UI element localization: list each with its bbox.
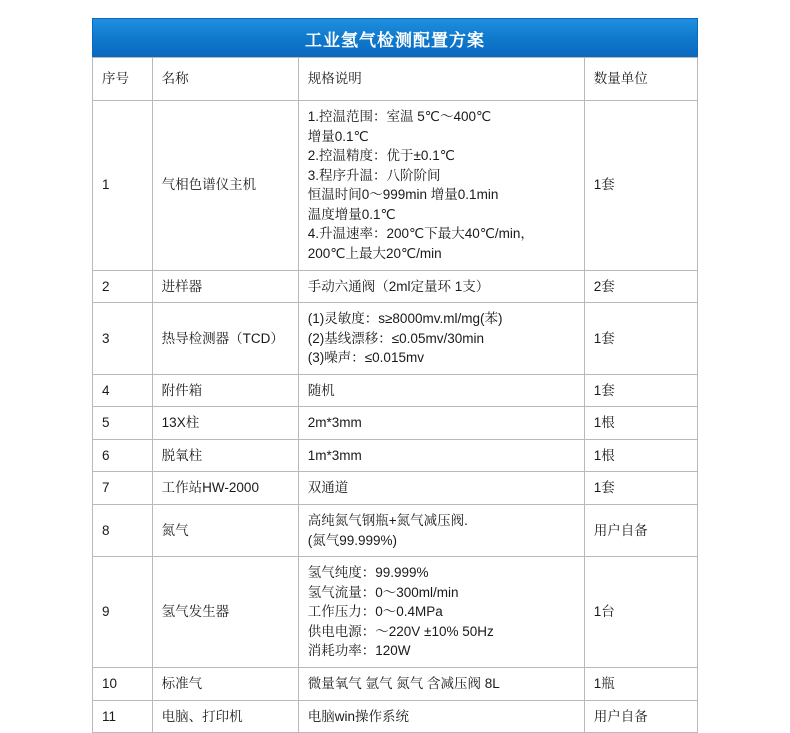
row-quantity-unit: 1根	[584, 439, 697, 472]
spec-line: 1.控温范围：室温 5℃～400℃	[307, 109, 492, 124]
row-quantity-unit: 1根	[584, 407, 697, 440]
spec-line: (2)基线漂移：≤0.05mv/30min	[307, 330, 484, 346]
row-quantity-unit: 1套	[584, 101, 697, 271]
spec-line: 2.控温精度：优于±0.1℃	[307, 148, 455, 164]
row-item-name: 标准气	[152, 667, 298, 700]
document-title-bar	[92, 18, 698, 57]
row-specification	[298, 505, 584, 557]
row-specification	[298, 303, 584, 375]
specification-table	[92, 57, 698, 733]
table-body	[93, 101, 698, 733]
table-row	[93, 700, 698, 733]
table-row	[93, 407, 698, 440]
spec-line: 增量0.1℃	[307, 128, 369, 144]
table-row	[93, 557, 698, 668]
spec-line: 3.程序升温：八阶阶间	[307, 167, 441, 183]
row-specification	[298, 407, 584, 440]
row-quantity-unit: 2套	[584, 270, 697, 303]
row-index: 7	[93, 472, 153, 505]
column-header-name: 名称	[152, 58, 298, 101]
table-row	[93, 270, 698, 303]
table-header-row	[93, 58, 698, 101]
row-quantity-unit: 1套	[584, 303, 697, 375]
spec-line: (1)灵敏度：s≥8000mv.ml/mg(苯)	[307, 311, 503, 327]
spec-line: 供电电源：～220V ±10% 50Hz	[307, 623, 494, 639]
row-index: 10	[93, 667, 153, 700]
spec-line: 电脑win操作系统	[307, 708, 410, 724]
row-quantity-unit: 1瓶	[584, 667, 697, 700]
row-quantity-unit: 1台	[584, 557, 697, 668]
spec-line: 双通道	[307, 480, 349, 496]
spec-line: 工作压力：0～0.4MPa	[307, 604, 443, 620]
row-item-name: 氢气发生器	[152, 557, 298, 668]
table-row	[93, 101, 698, 271]
row-item-name: 气相色谱仪主机	[152, 101, 298, 271]
column-header-qty: 数量单位	[584, 58, 697, 101]
spec-line: (3)噪声：≤0.015mv	[307, 350, 424, 366]
table-row	[93, 303, 698, 375]
spec-line: 2m*3mm	[307, 415, 362, 431]
table-row	[93, 505, 698, 557]
spec-line: 高纯氮气钢瓶+氮气减压阀.	[307, 513, 468, 528]
row-index: 2	[93, 270, 153, 303]
table-row	[93, 472, 698, 505]
row-index: 9	[93, 557, 153, 668]
table-row	[93, 374, 698, 407]
spec-line: 消耗功率：120W	[307, 643, 411, 659]
row-item-name: 附件箱	[152, 374, 298, 407]
row-specification	[298, 472, 584, 505]
row-item-name: 进样器	[152, 270, 298, 303]
row-specification	[298, 439, 584, 472]
spec-line: 氢气纯度：99.999%	[307, 565, 429, 581]
row-index: 8	[93, 505, 153, 557]
row-quantity-unit: 1套	[584, 374, 697, 407]
row-item-name: 13X柱	[152, 407, 298, 440]
spec-line: 1m*3mm	[307, 447, 362, 463]
row-specification	[298, 557, 584, 668]
spec-line: 微量氧气 氩气 氮气 含减压阀 8L	[307, 675, 500, 691]
row-index: 6	[93, 439, 153, 472]
row-item-name: 工作站HW-2000	[152, 472, 298, 505]
table-row	[93, 439, 698, 472]
spec-line: 恒温时间0～999min 增量0.1min	[307, 187, 499, 203]
row-item-name: 氮气	[152, 505, 298, 557]
column-header-index: 序号	[93, 58, 153, 101]
row-specification	[298, 700, 584, 733]
spec-line: 4.升温速率：200℃下最大40℃/min，	[307, 226, 534, 242]
spec-line: 随机	[307, 382, 335, 398]
row-quantity-unit: 用户自备	[584, 700, 697, 733]
row-item-name: 热导检测器（TCD）	[152, 303, 298, 375]
row-index: 4	[93, 374, 153, 407]
row-item-name: 脱氧柱	[152, 439, 298, 472]
spec-line: 温度增量0.1℃	[307, 206, 396, 222]
row-quantity-unit: 用户自备	[584, 505, 697, 557]
spec-line: 手动六通阀（2ml定量环 1支）	[307, 278, 490, 294]
row-specification	[298, 270, 584, 303]
row-index: 1	[93, 101, 153, 271]
row-item-name: 电脑、打印机	[152, 700, 298, 733]
row-specification	[298, 101, 584, 271]
table-row	[93, 667, 698, 700]
spec-line: 氢气流量：0～300ml/min	[307, 584, 459, 600]
row-quantity-unit: 1套	[584, 472, 697, 505]
column-header-spec: 规格说明	[298, 58, 584, 101]
row-index: 5	[93, 407, 153, 440]
row-index: 3	[93, 303, 153, 375]
page-title: 工业氢气检测配置方案	[305, 30, 485, 50]
row-specification	[298, 374, 584, 407]
row-specification	[298, 667, 584, 700]
spec-line: (氮气99.999%)	[307, 532, 398, 548]
table-header	[93, 58, 698, 101]
row-index: 11	[93, 700, 153, 733]
spec-line: 200℃上最大20℃/min	[307, 245, 442, 261]
